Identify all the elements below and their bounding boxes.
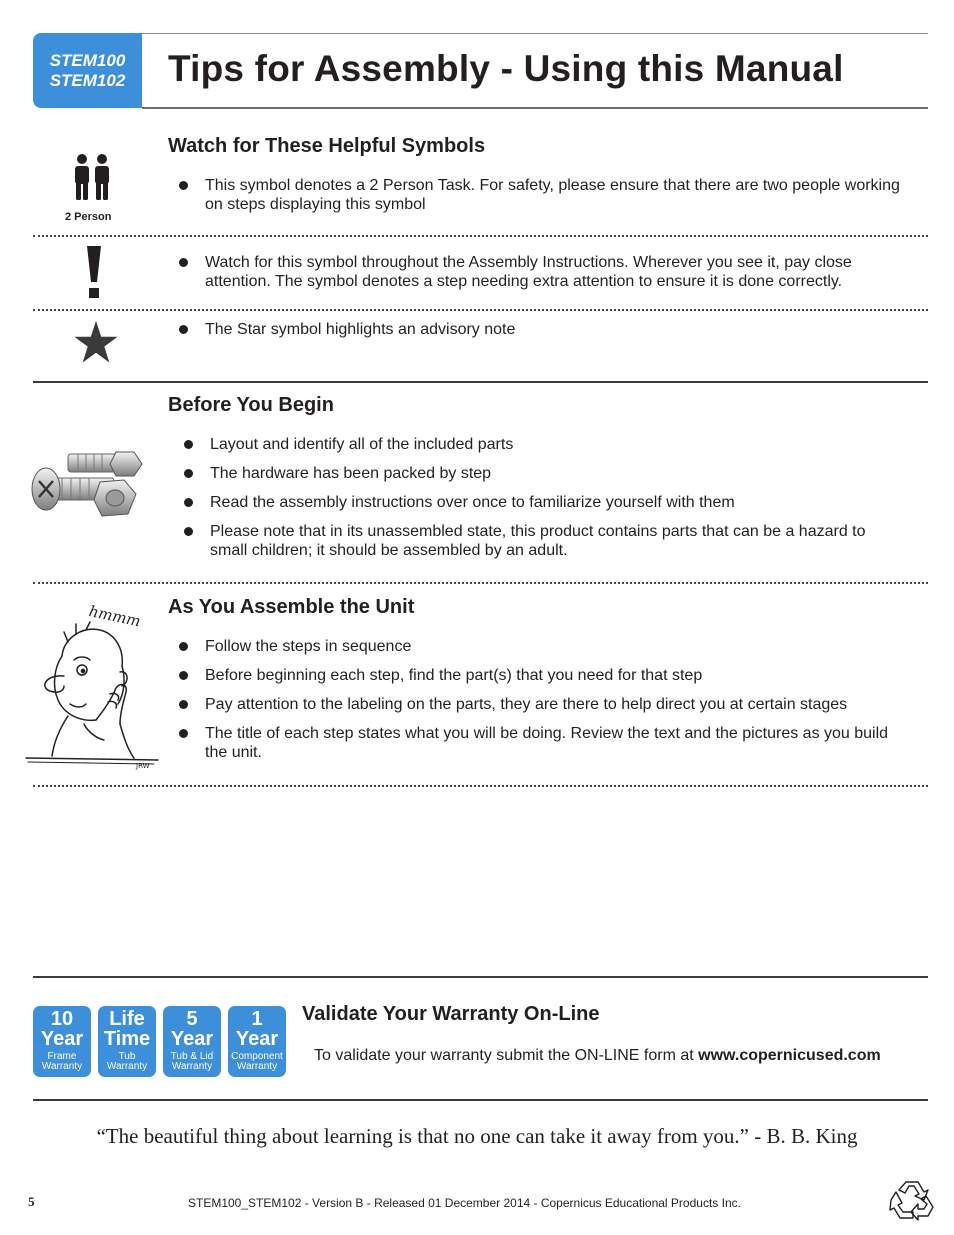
two-person-label: 2 Person [65, 211, 112, 223]
quote: “The beautiful thing about learning is that no one can take it away from you.” - B. B. King [96, 1124, 858, 1148]
list-item: Watch for this symbol throughout the Assembly Instructions. Wherever you see it, pay close attention. The symbol denotes a step needing extra attention to ensure it is done correctly. [178, 253, 913, 291]
star-icon [74, 321, 118, 363]
badge-line: Year [40, 1028, 84, 1050]
warranty-badge-tub [98, 1006, 156, 1077]
two-person-icon [72, 153, 112, 203]
symbol-list-1 [178, 176, 913, 224]
list-item: The title of each step states what you will be doing. Review the text and the pictures as you build the unit. [178, 724, 913, 762]
badge-line: 1 [251, 1008, 263, 1030]
badge-line: 5 [186, 1008, 198, 1030]
symbol-list-3 [178, 320, 913, 349]
badge-caption: Tub [118, 1051, 136, 1062]
page-number: 5 [28, 1194, 35, 1209]
list-item: Read the assembly instructions over once to familiarize yourself with them [183, 493, 905, 512]
badge-caption: Warranty [106, 1061, 148, 1072]
thinking-person-icon [24, 620, 160, 770]
list-item: The hardware has been packed by step [183, 464, 905, 483]
badge-caption: Warranty [171, 1061, 213, 1072]
warranty-badge-frame [33, 1006, 91, 1077]
list-item: Before beginning each step, find the part(s) that you need for that step [178, 666, 913, 685]
symbol-list-2 [178, 253, 913, 301]
badge-caption: Warranty [41, 1061, 83, 1072]
list-item: Pay attention to the labeling on the parts, they are there to help direct you at certain stages [178, 695, 913, 714]
dotted-divider [33, 582, 928, 584]
list-item: The Star symbol highlights an advisory note [178, 320, 913, 339]
list-item: Layout and identify all of the included parts [183, 435, 905, 454]
dotted-divider [33, 235, 928, 237]
dotted-divider [33, 785, 928, 787]
warranty-url-link[interactable]: www.copernicused.com [698, 1047, 881, 1064]
list-item: Please note that in its unassembled state, this product contains parts that can be a hazard to small children; it should be assembled by an adult. [183, 522, 905, 560]
svg-text:JRW: JRW [136, 762, 150, 770]
warranty-badge-component [228, 1006, 286, 1077]
section-rule [33, 976, 928, 978]
thought-text: hmmm [87, 602, 143, 631]
warranty-badge-tub-lid [163, 1006, 221, 1077]
warranty-text: To validate your warranty submit the ON-LINE form at [314, 1047, 699, 1064]
badge-caption: Frame [47, 1051, 77, 1062]
model-name: STEM100 [49, 50, 126, 70]
header-rule [142, 33, 928, 34]
section-heading-warranty: Validate Your Warranty On-Line [302, 1003, 600, 1025]
list-item: Follow the steps in sequence [178, 637, 913, 656]
list-item: This symbol denotes a 2 Person Task. For safety, please ensure that there are two people working on steps displaying this symbol [178, 176, 913, 214]
header-rule [142, 107, 928, 109]
hardware-bolts-icon [28, 448, 144, 522]
assemble-list [178, 637, 913, 772]
badge-line: Year [235, 1028, 279, 1050]
section-rule [33, 381, 928, 383]
warranty-instructions [314, 1047, 881, 1065]
badge-caption: Component [231, 1051, 283, 1062]
section-heading-before: Before You Begin [168, 394, 334, 416]
exclamation-icon [84, 246, 104, 300]
recycle-icon [888, 1178, 936, 1222]
footer-text: STEM100_STEM102 - Version B - Released 01 December 2014 - Copernicus Educational Products Inc. [188, 1196, 741, 1210]
page-title: Tips for Assembly - Using this Manual [168, 48, 844, 89]
badge-caption: Warranty [236, 1061, 278, 1072]
badge-line: Life [109, 1008, 145, 1030]
badge-caption: Tub & Lid [170, 1051, 214, 1062]
model-badge [33, 33, 142, 108]
badge-line: Year [170, 1028, 214, 1050]
section-rule [33, 1099, 928, 1101]
badge-line: 10 [50, 1008, 74, 1030]
dotted-divider [33, 309, 928, 311]
section-heading-assemble: As You Assemble the Unit [168, 596, 415, 618]
before-list [183, 435, 905, 570]
model-name: STEM102 [49, 70, 126, 90]
section-heading-symbols: Watch for These Helpful Symbols [168, 135, 486, 157]
badge-line: Time [103, 1028, 151, 1050]
